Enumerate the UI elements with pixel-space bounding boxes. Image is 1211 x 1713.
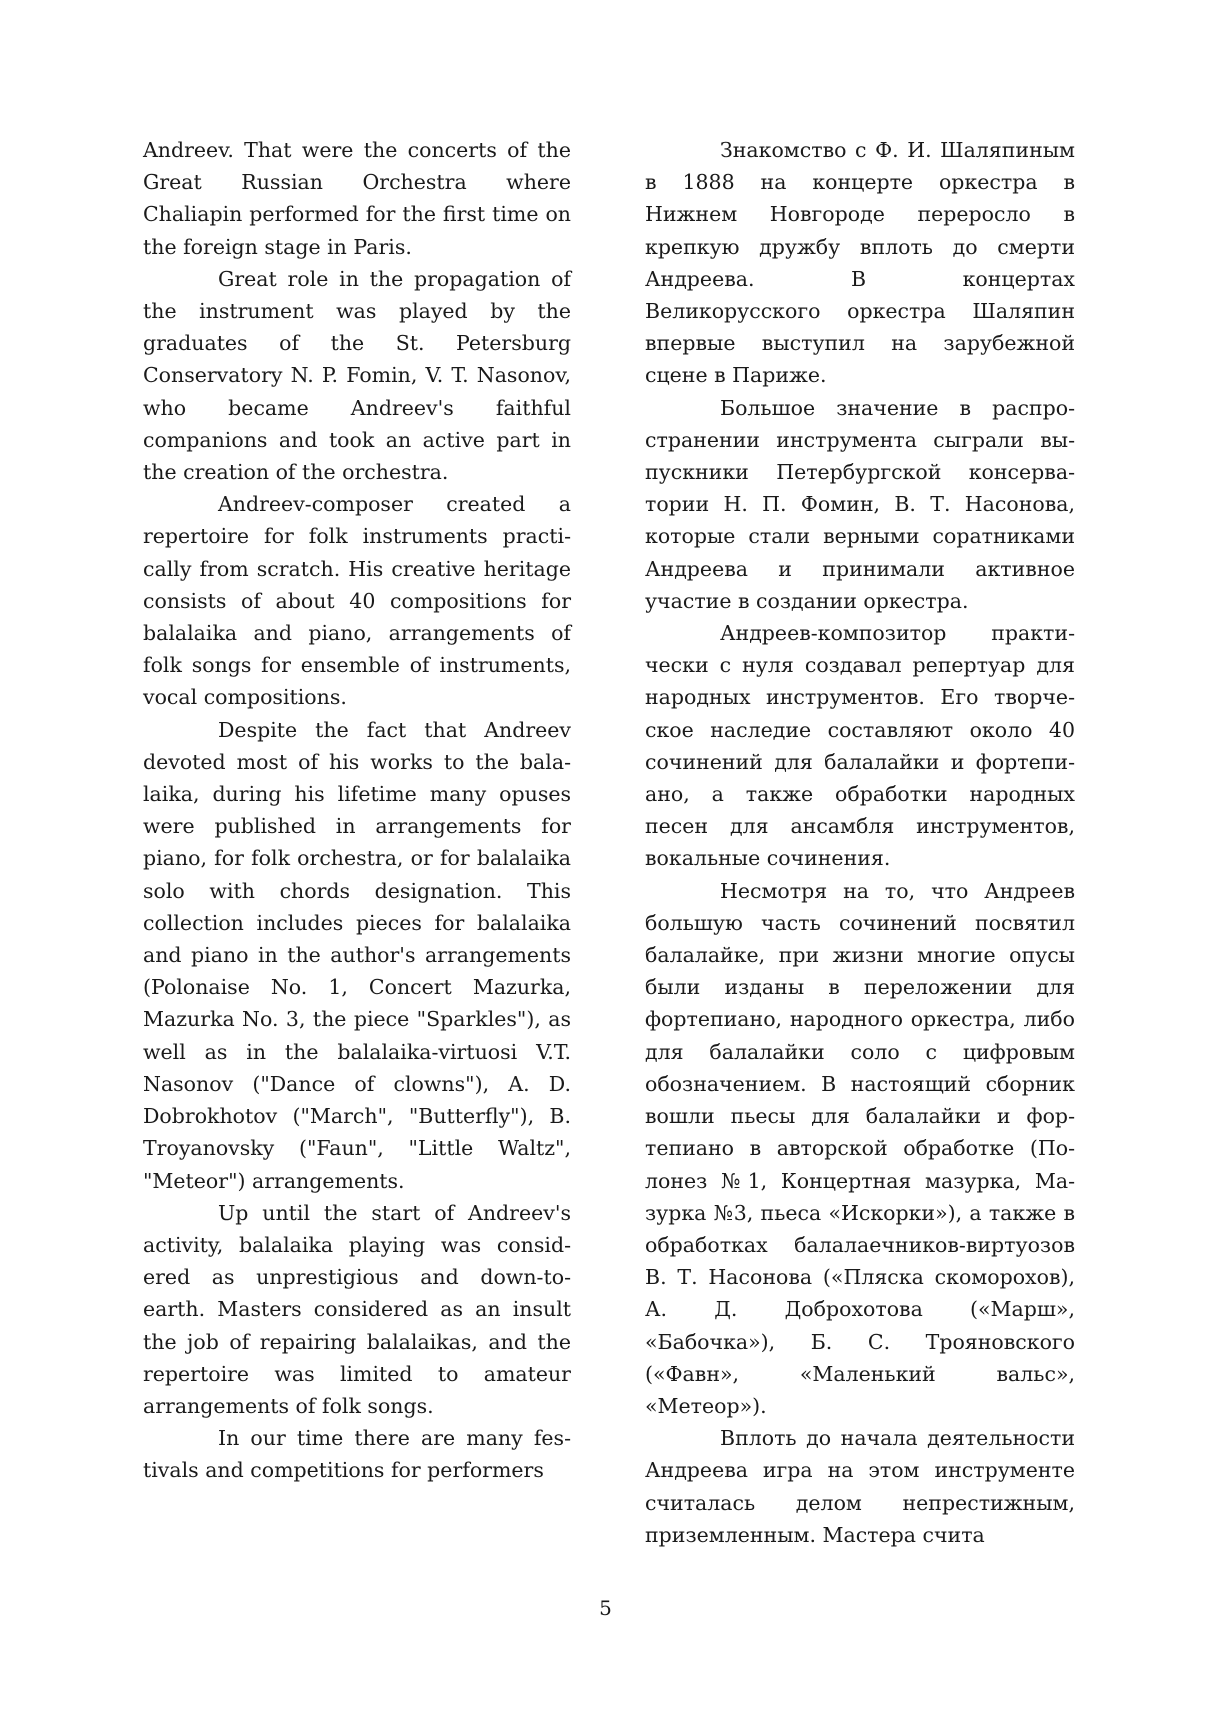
paragraph: Andreev. That were the concerts of the Great Russian Orchestra where Chaliapin performed for the first time on the foreign stage in Paris. <box>143 138 571 259</box>
paragraph: Большое значение в распространении инструмента сыграли выпускники Петербургской консерватории Н. П. Фомин, В. Т. Насонова, которые стали верными соратниками Андреева и принимали активное участие в создании оркестра. <box>645 395 1075 613</box>
paragraph: Great role in the propagation of the instrument was played by the graduates of the St. Petersburg Conservatory N. P. Fomin, V. T. Nasonov, who became Andreev's faithful companions and took an active part in the creation of the orchestra. <box>143 266 571 485</box>
paragraph: Andreev-composer created a repertoire for folk instruments practically from scratch. His creative heritage consists of about 40 compositions for balalaika and piano, arrangements of folk songs for ensemble of instruments, vocal compositions. <box>143 492 571 710</box>
english-text-column <box>143 134 571 1487</box>
paragraph: Несмотря на то, что Андреев большую часть сочинений посвятил балалайке, при жизни многие опусы были изданы в переложении для фортепиано, народного оркестра, либо для балалайки соло с цифровым обозначением. В настоящий сборник вошли пьесы для балалайки и фортепиано в авторской обработке (Полонез №1, Концертная мазурка, Мазурка №3, пьеса «Искорки»), а также в обработках балалаечников-виртуозов В. Т. Насонова («Пляска скоморохов), А. Д. Доброхотова («Марш», «Бабочка»), Б. С. Трояновского («Фавн», «Маленький вальс», «Метеор»). <box>645 878 1075 1418</box>
russian-text-column <box>645 134 1075 1551</box>
paragraph: Знакомство с Ф. И. Шаляпиным в 1888 на концерте оркестра в Нижнем Новгороде переросло в крепкую дружбу вплоть до смерти Андреева. В концертах Великорусского оркестра Шаляпин впервые выступил на зарубежной сцене в Париже. <box>645 138 1075 388</box>
paragraph: Вплоть до начала деятельности Андреева игра на этом инструменте считалась делом непрестижным, приземленным. Мастера счита <box>645 1426 1075 1547</box>
page-number: 5 <box>599 1596 612 1620</box>
paragraph: Despite the fact that Andreev devoted most of his works to the balalaika, during his lifetime many opuses were published in arrangements for piano, for folk orchestra, or for balalaika solo with chords designation. This collection includes pieces for balalaika and piano in the author's arrangements (Polonaise No. 1, Concert Mazurka, Mazurka No. 3, the piece "Sparkles"), as well as in the balalaika-virtuosi V.T. Nasonov ("Dance of clowns"), A. D. Dobrokhotov ("March", "Butterfly"), B. Troyanovsky ("Faun", "Little Waltz", "Meteor") arrangements. <box>143 717 571 1193</box>
paragraph: In our time there are many festivals and competitions for performers <box>143 1426 571 1483</box>
paragraph: Андреев-композитор практически с нуля создавал репертуар для народных инструментов. Его творческое наследие составляют около 40 сочинений для балалайки и фортепиано, а также обработки народных песен для ансамбля инструментов, вокальные сочинения. <box>645 621 1075 871</box>
paragraph: Up until the start of Andreev's activity, balalaika playing was considered as unprestigious and down-to-earth. Masters considered as an insult the job of repairing balalaikas, and the repertoire was limited to amateur arrangements of folk songs. <box>143 1200 571 1418</box>
